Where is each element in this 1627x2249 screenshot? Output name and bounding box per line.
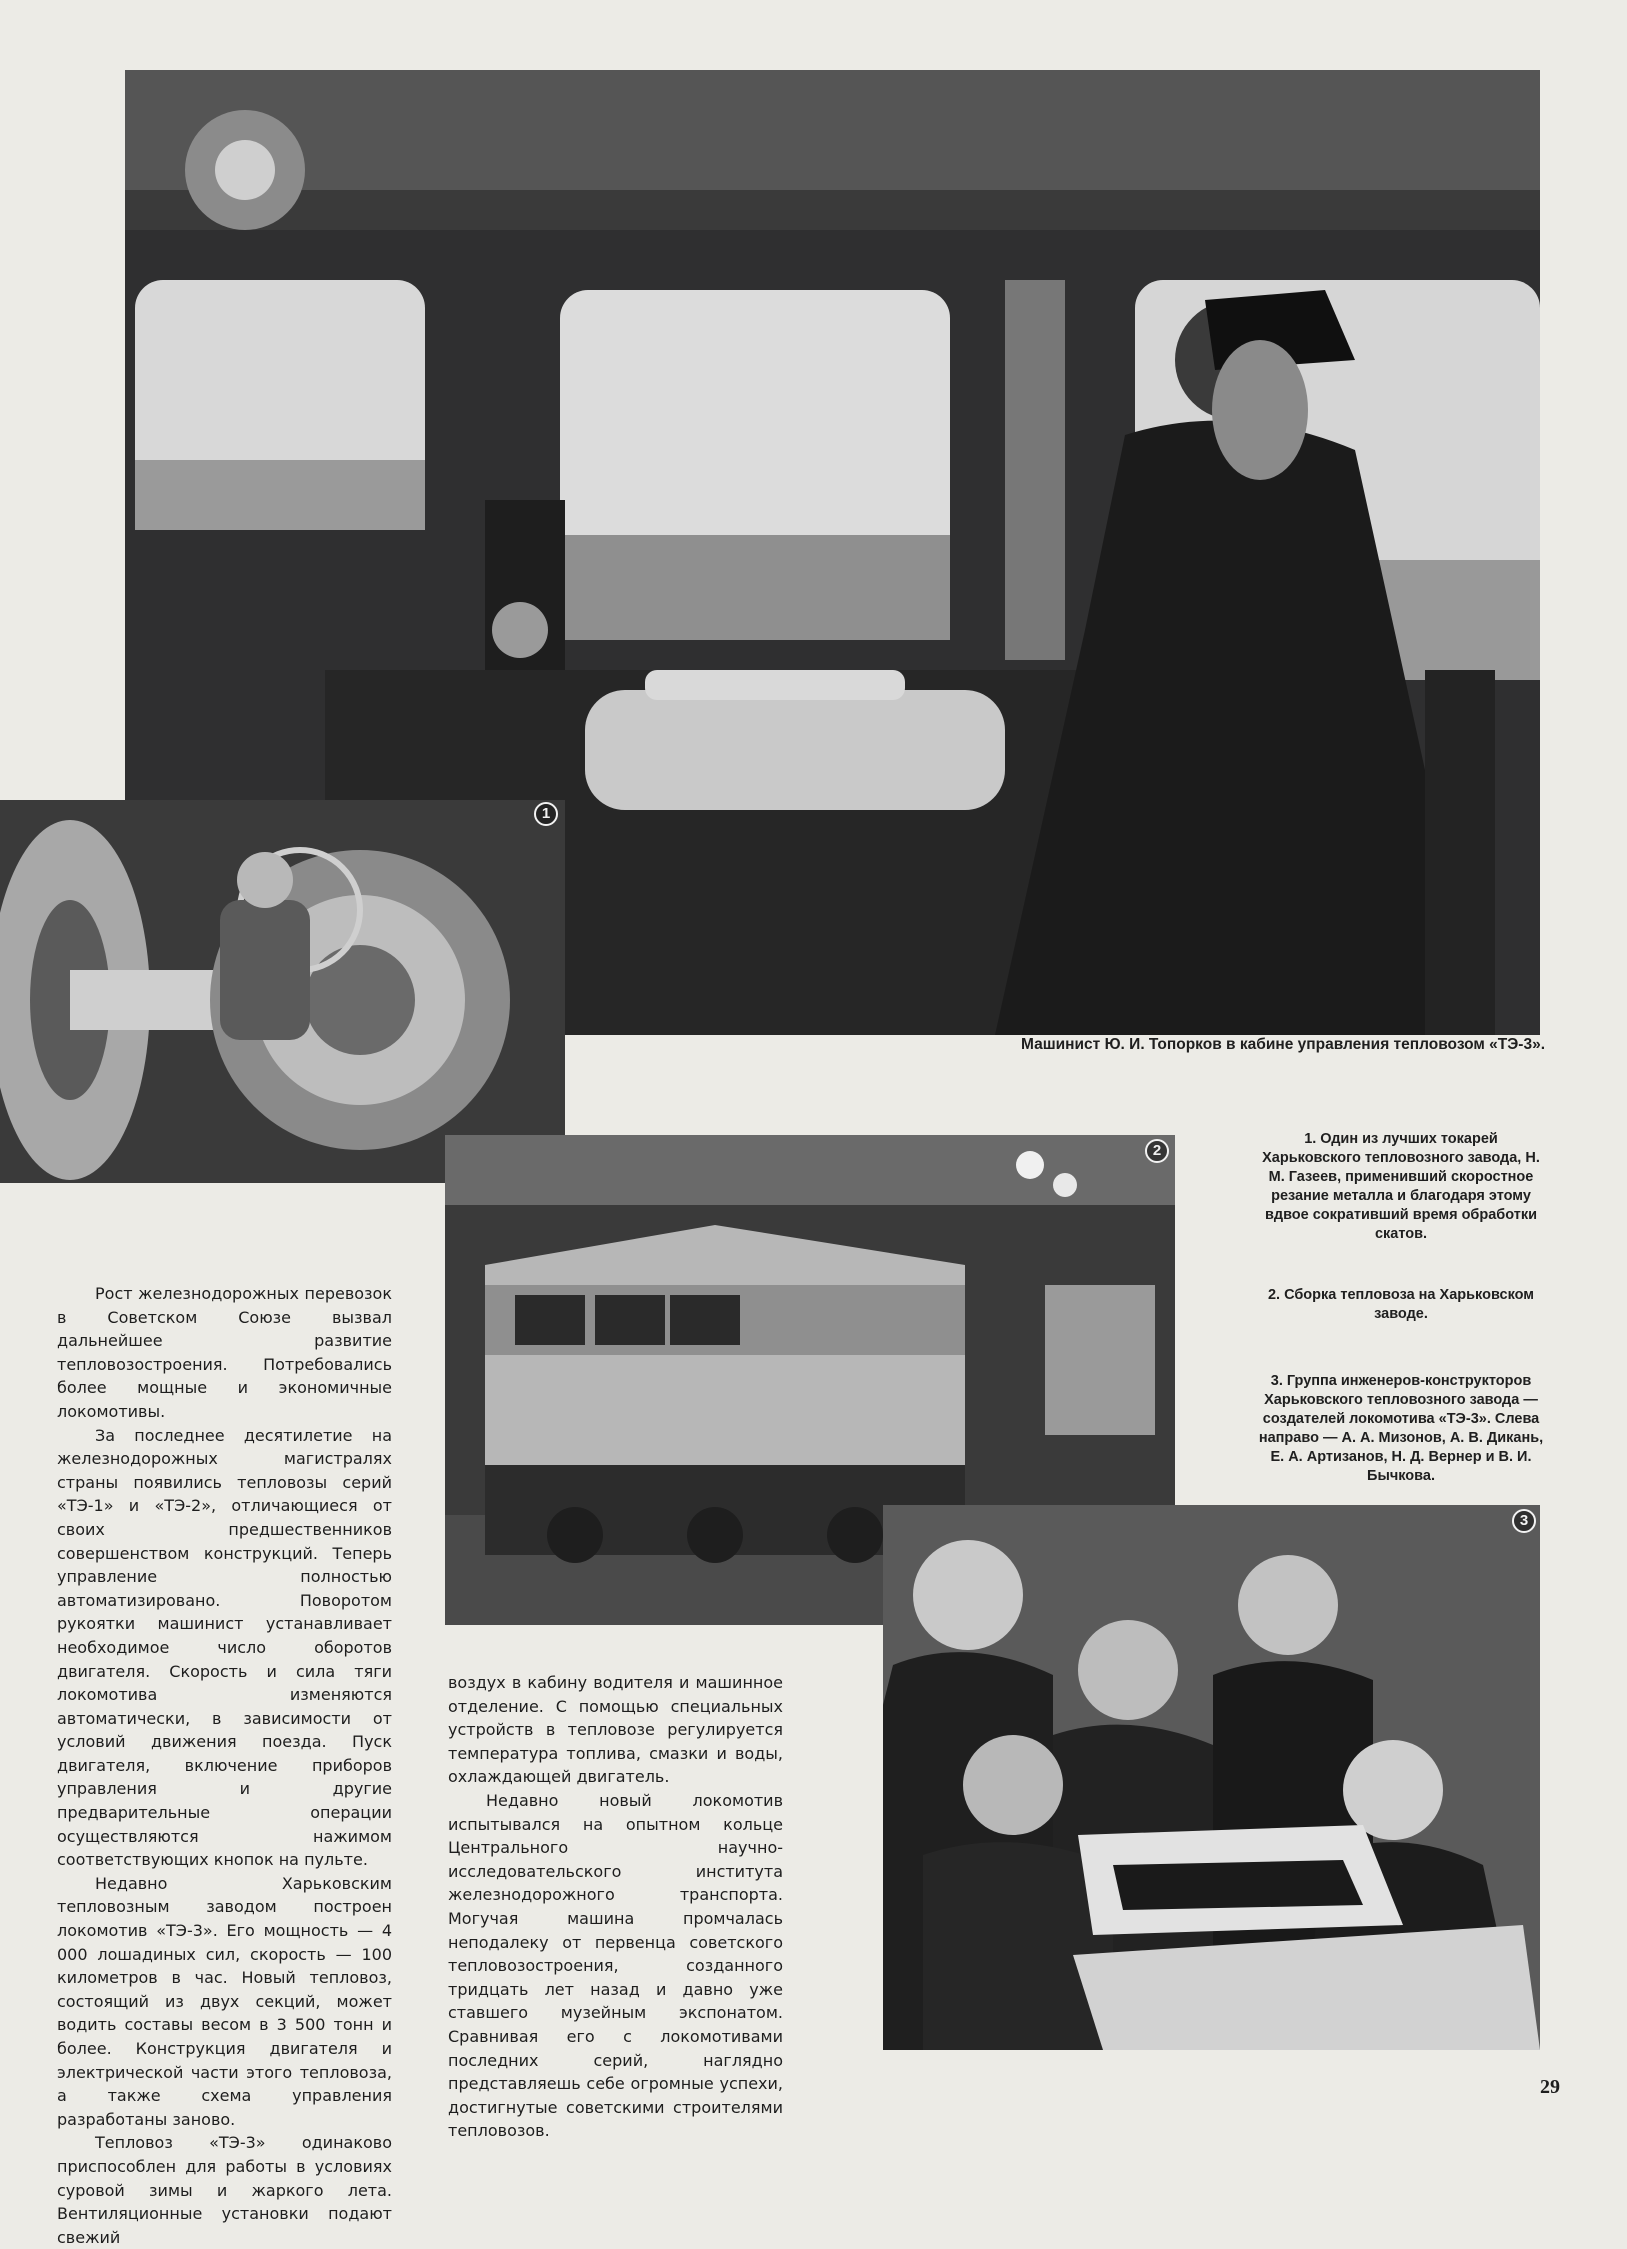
photo-3-number: 3: [1512, 1509, 1536, 1533]
caption-photo-2: 2. Сборка тепловоза на Харьковском заводе.: [1267, 1287, 1535, 1322]
caption-photo-1: 1. Один из лучших токарей Харьковского тепловозного завода, Н. М. Газеев, применивший скоростное резание металла и благодаря этому вдвое сокративший время обработки скатов.: [1262, 1131, 1540, 1242]
article-column-2: [448, 1671, 783, 2143]
photo-1-number: 1: [534, 802, 558, 826]
paragraph: За последнее десятилетие на железнодорожных магистралях страны появились тепловозы серий «ТЭ-1» и «ТЭ-2», отличающиеся от своих предшественников совершенством конструкций. Теперь управление полностью автоматизировано. Поворотом рукоятки машинист устанавливает необходимое число оборотов двигателя. Скорость и сила тяги локомотива изменяются автоматически, в зависимости от условий движения поезда. Пуск двигателя, включение приборов управления и другие предварительные операции осуществляются нажимом соответствующих кнопок на пульте.: [57, 1425, 392, 1870]
paragraph: Недавно новый локомотив испытывался на опытном кольце Центрального научно-исследовательского института железнодорожного транспорта. Могучая машина промчалась неподалеку от первенца советского тепловозостроения, созданного тридцать лет назад и давно уже ставшего музейным экспонатом. Сравнивая его с локомотивами последних серий, наглядно представляешь себе огромные успехи, достигнутые советскими строителями тепловозов.: [448, 1790, 783, 2141]
paragraph: воздух в кабину водителя и машинное отделение. С помощью специальных устройств в тепловозе регулируется температура топлива, смазки и воды, охлаждающей двигатель.: [448, 1673, 783, 1787]
paragraph: Тепловоз «ТЭ-3» одинаково приспособлен для работы в условиях суровой зимы и жаркого лета. Вентиляционные установки подают свежий: [57, 2133, 392, 2247]
photo-3-engineers: [883, 1505, 1540, 2050]
article-column-1: [57, 1282, 392, 2249]
paragraph: Рост железнодорожных перевозок в Советском Союзе вызвал дальнейшее развитие тепловозостроения. Потребовались более мощные и экономичные локомотивы.: [57, 1284, 392, 1421]
photo-1-lathe: [0, 800, 565, 1183]
paragraph: Недавно Харьковским тепловозным заводом построен локомотив «ТЭ-3». Его мощность — 4 000 лошадиных сил, скорость — 100 километров в час. Новый тепловоз, состоящий из двух секций, может водить составы весом в 3 500 тонн и более. Конструкция двигателя и электрической части этого тепловоза, а также схема управления разработаны заново.: [57, 1873, 392, 2129]
page-number: 29: [1540, 2076, 1560, 2098]
caption-photo-3: 3. Группа инженеров-конструкторов Харьковского тепловозного завода — создателей локомотива «ТЭ-3». Слева направо — А. А. Мизонов, А. В. Дикань, Е. А. Артизанов, Н. Д. Вернер и В. И. Бычкова.: [1258, 1373, 1544, 1484]
main-photo-caption: Машинист Ю. И. Топорков в кабине управления тепловозом «ТЭ-3».: [1021, 1036, 1545, 1053]
photo-2-number: 2: [1145, 1139, 1169, 1163]
